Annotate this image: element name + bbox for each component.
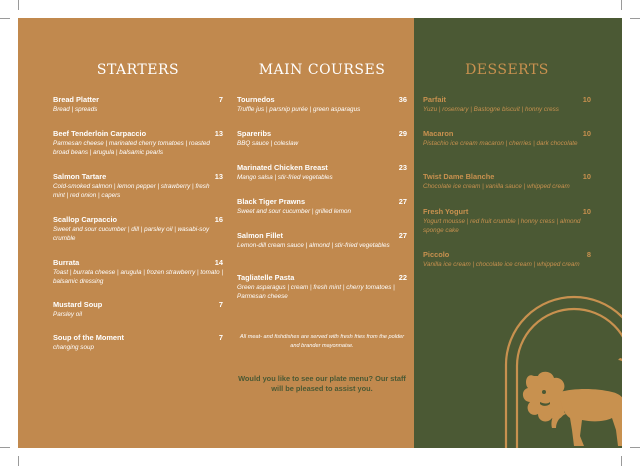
item-price: 10: [582, 172, 591, 181]
item-name: Bread Platter: [53, 95, 100, 104]
menu-item: [53, 258, 223, 286]
item-price: 27: [398, 197, 407, 206]
item-name: Burrata: [53, 258, 80, 267]
menu-item: [237, 129, 407, 148]
item-description: Cold-smoked salmon | lemon pepper | strawberry | fresh mint | red onion | capers: [53, 183, 210, 199]
crop-mark: [0, 18, 10, 19]
item-description: Toast | burrata cheese | arugula | frozen strawberry | tomato | balsamic dressing: [53, 269, 223, 285]
menu-item: [423, 250, 591, 269]
item-name: Marinated Chicken Breast: [237, 163, 328, 172]
item-description: Sweet and sour cucumber | grilled lemon: [237, 208, 351, 215]
crop-mark: [621, 456, 622, 466]
crop-mark: [18, 0, 19, 10]
item-price: 22: [398, 273, 407, 282]
item-description: Yogurt mousse | red fruit crumble | honny cress | almond sponge cake: [423, 218, 581, 234]
menu-left-panel: [18, 18, 414, 448]
item-description: Green asparagus | cream | fresh mint | cherry tomatoes | Parmesan cheese: [237, 284, 395, 300]
item-price: 16: [214, 215, 223, 224]
crop-mark: [18, 456, 19, 466]
lion-crest-icon: [504, 280, 622, 448]
item-price: 8: [586, 250, 591, 259]
plate-menu-question: Would you like to see our plate menu? Our staff will be pleased to assist you.: [238, 374, 406, 393]
item-price: 23: [398, 163, 407, 172]
menu-item: [53, 215, 223, 243]
item-name: Spareribs: [237, 129, 272, 138]
item-description: Bread | spreads: [53, 106, 98, 113]
item-description: changing soup: [53, 344, 94, 351]
item-name: Soup of the Moment: [53, 333, 125, 342]
menu-item: [237, 163, 407, 182]
item-description: BBQ sauce | coleslaw: [237, 140, 299, 147]
item-description: Yuzu | rosemary | Bastogne biscuit | honny cress: [423, 106, 559, 113]
item-name: Mustard Soup: [53, 300, 103, 309]
item-price: 14: [214, 258, 223, 267]
starters-heading: STARTERS: [96, 62, 180, 78]
item-price: 36: [398, 95, 407, 104]
item-name: Salmon Tartare: [53, 172, 107, 181]
item-price: 10: [582, 95, 591, 104]
item-price: 13: [214, 172, 223, 181]
menu-item: [423, 129, 591, 148]
menu-item: [237, 231, 407, 250]
menu-item: [423, 207, 591, 235]
item-name: Salmon Fillet: [237, 231, 283, 240]
item-price: 13: [214, 129, 223, 138]
desserts-heading: DESSERTS: [465, 62, 549, 78]
crop-mark: [0, 447, 10, 448]
mains-heading: MAIN COURSES: [258, 62, 386, 78]
item-price: 10: [582, 207, 591, 216]
menu-right-panel: [414, 18, 622, 448]
menu-item: [423, 172, 591, 191]
item-price: 7: [218, 300, 223, 309]
menu-item: [53, 300, 223, 319]
menu-item: [237, 273, 407, 301]
crop-mark: [630, 447, 640, 448]
item-name: Parfait: [423, 95, 447, 104]
menu-item: [237, 197, 407, 216]
item-description: Mango salsa | stir-fried vegetables: [237, 174, 333, 181]
item-name: Piccolo: [423, 250, 450, 259]
crop-mark: [630, 18, 640, 19]
item-name: Beef Tenderloin Carpaccio: [53, 129, 147, 138]
item-description: Lemon-dill cream sauce | almond | stir-fried vegetables: [237, 242, 390, 249]
item-name: Black Tiger Prawns: [237, 197, 306, 206]
item-price: 10: [582, 129, 591, 138]
item-price: 29: [398, 129, 407, 138]
menu-item: [53, 172, 223, 200]
menu-item: [53, 129, 223, 157]
item-description: Truffle jus | parsnip purée | green asparagus: [237, 106, 361, 113]
item-description: Pistachio ice cream macaron | cherries | dark chocolate: [423, 140, 578, 147]
item-description: Vanilla ice cream | chocolate ice cream | whipped cream: [423, 261, 580, 268]
item-price: 7: [218, 95, 223, 104]
item-description: Parmesan cheese | marinated cherry tomatoes | roasted broad beans | arugula | balsamic pearls: [53, 140, 210, 156]
sides-footnote: All meat- and fishdishes are served with fresh fries from the polder and brander mayonnaise.: [239, 334, 405, 349]
item-name: Tournedos: [237, 95, 275, 104]
crop-mark: [621, 0, 622, 10]
menu-sheet: [18, 18, 622, 448]
item-name: Tagliatelle Pasta: [237, 273, 295, 282]
menu-item: [423, 95, 591, 114]
item-description: Sweet and sour cucumber | dill | parsley oil | wasabi-soy crumble: [53, 226, 210, 242]
menu-item: [237, 95, 407, 114]
item-price: 27: [398, 231, 407, 240]
item-name: Scallop Carpaccio: [53, 215, 118, 224]
item-name: Twist Dame Blanche: [423, 172, 495, 181]
item-description: Chocolate ice cream | vanilla sauce | whipped cream: [423, 183, 570, 190]
item-price: 7: [218, 333, 223, 342]
menu-item: [53, 95, 223, 114]
item-name: Macaron: [423, 129, 454, 138]
item-description: Parsley oil: [53, 311, 83, 318]
item-name: Fresh Yogurt: [423, 207, 469, 216]
menu-item: [53, 333, 223, 352]
